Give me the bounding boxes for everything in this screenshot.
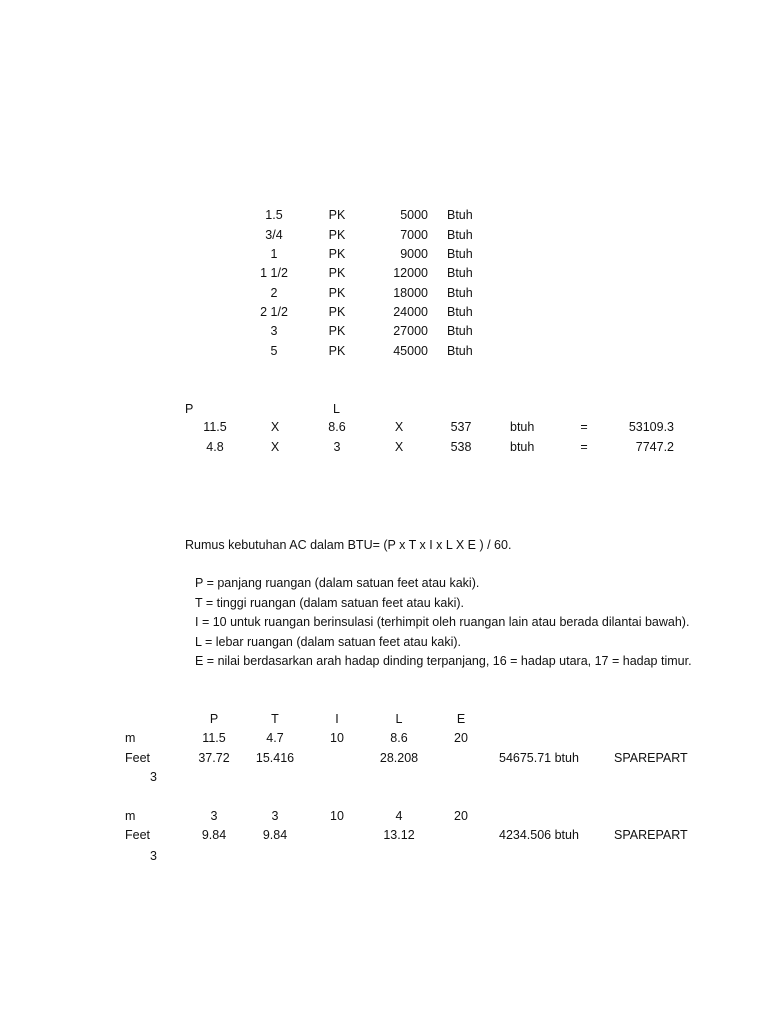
equals-sign: = [580,420,588,434]
area-l: 8.6 [328,420,346,434]
pk-value: 3 [270,324,278,338]
area-unit: btuh [510,440,535,454]
calc-result: 54675.71 btuh [499,751,579,765]
area-l: 3 [333,440,341,454]
btu-value: 7000 [400,228,428,242]
btu-unit: Btuh [447,344,473,358]
area-unit: btuh [510,420,535,434]
feet-l: 13.12 [383,828,415,842]
meter-p: 3 [210,809,218,823]
calc-header-t: T [271,712,279,726]
area-p: 11.5 [203,420,227,434]
header-l: L [333,402,340,416]
calc-result: 4234.506 btuh [499,828,579,842]
meter-l: 4 [395,809,403,823]
pk-unit: PK [328,266,346,280]
feet-label: Feet [125,828,151,842]
equals-sign: = [580,440,588,454]
pk-value: 5 [270,344,278,358]
multiply-sign: X [394,440,404,454]
pk-value: 1 [270,247,278,261]
multiply-sign: X [270,440,280,454]
btu-unit: Btuh [447,286,473,300]
area-factor: 537 [450,420,472,434]
area-p: 4.8 [206,440,224,454]
feet-t: 15.416 [255,751,295,765]
meter-p: 11.5 [202,731,226,745]
formula-title: Rumus kebutuhan AC dalam BTU= (P x T x I x L X E ) / 60. [185,538,512,552]
formula-line-i: I = 10 untuk ruangan berinsulasi (terhimpit oleh ruangan lain atau berada dilantai bawah). [195,615,690,629]
formula-line-e: E = nilai berdasarkan arah hadap dinding terpanjang, 16 = hadap utara, 17 = hadap timur. [195,654,692,668]
btu-value: 45000 [393,344,428,358]
btu-value: 24000 [393,305,428,319]
extra-value: 3 [150,849,157,863]
btu-value: 5000 [400,208,428,222]
pk-unit: PK [328,286,346,300]
meter-i: 10 [330,809,344,823]
feet-l: 28.208 [379,751,419,765]
btu-value: 27000 [393,324,428,338]
pk-unit: PK [328,247,346,261]
meter-t: 4.7 [266,731,284,745]
feet-p: 9.84 [201,828,227,842]
meter-label: m [125,809,136,823]
area-factor: 538 [450,440,472,454]
feet-label: Feet [125,751,151,765]
feet-t: 9.84 [262,828,288,842]
btu-unit: Btuh [447,228,473,242]
btu-value: 9000 [400,247,428,261]
multiply-sign: X [270,420,280,434]
btu-unit: Btuh [447,266,473,280]
pk-value: 2 [270,286,278,300]
btu-unit: Btuh [447,324,473,338]
meter-label: m [125,731,136,745]
calc-header-l: L [395,712,403,726]
feet-p: 37.72 [198,751,230,765]
btu-unit: Btuh [447,208,473,222]
formula-line-p: P = panjang ruangan (dalam satuan feet atau kaki). [195,576,480,590]
pk-unit: PK [328,208,346,222]
pk-unit: PK [328,324,346,338]
calc-header-p: P [209,712,219,726]
pk-unit: PK [328,344,346,358]
area-result: 53109.3 [628,420,674,434]
pk-unit: PK [328,305,346,319]
meter-l: 8.6 [390,731,408,745]
meter-e: 20 [454,809,468,823]
calc-header-i: I [335,712,339,726]
meter-i: 10 [330,731,344,745]
multiply-sign: X [394,420,404,434]
pk-value: 2 1/2 [260,305,288,319]
extra-value: 3 [150,770,157,784]
meter-e: 20 [454,731,468,745]
formula-line-l: L = lebar ruangan (dalam satuan feet atau kaki). [195,635,462,649]
header-p: P [185,402,194,416]
pk-value: 3/4 [265,228,283,242]
area-result: 7747.2 [635,440,674,454]
btu-unit: Btuh [447,247,473,261]
meter-t: 3 [271,809,279,823]
pk-value: 1.5 [265,208,283,222]
btu-value: 18000 [393,286,428,300]
btu-value: 12000 [393,266,428,280]
btu-unit: Btuh [447,305,473,319]
sparepart-note: SPAREPART [614,751,688,765]
sparepart-note: SPAREPART [614,828,688,842]
pk-value: 1 1/2 [260,266,288,280]
pk-unit: PK [328,228,346,242]
calc-header-e: E [456,712,466,726]
formula-line-t: T = tinggi ruangan (dalam satuan feet atau kaki). [195,596,465,610]
